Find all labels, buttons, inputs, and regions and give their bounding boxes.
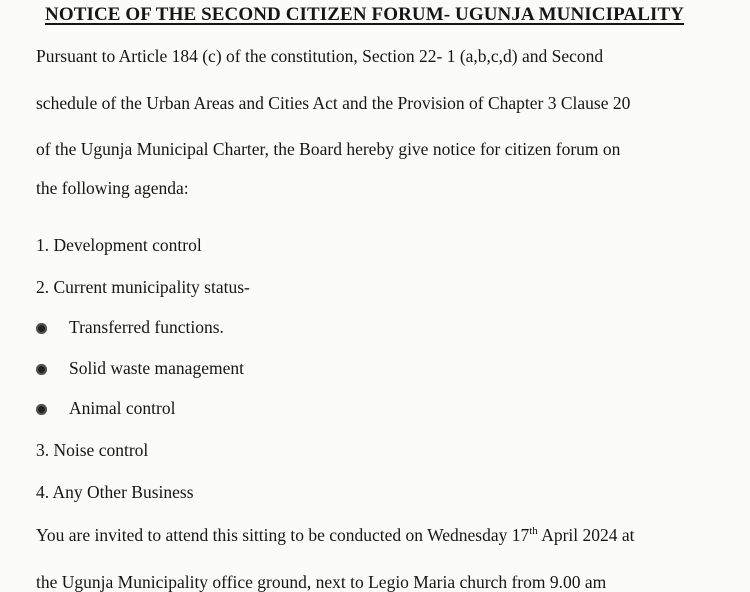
intro-line-4: the following agenda:	[36, 178, 189, 198]
agenda-item-1: 1. Development control	[36, 235, 202, 255]
date-suffix: th	[529, 525, 538, 537]
intro-line-1: Pursuant to Article 184 (c) of the constitution, Section 22- 1 (a,b,c,d) and Second	[36, 46, 604, 66]
agenda-sub-item-label: Transferred functions.	[69, 317, 224, 337]
invitation-line-1	[36, 527, 635, 545]
bullet-icon	[36, 323, 47, 334]
agenda-item-2: 2. Current municipality status-	[36, 277, 250, 297]
bullet-icon	[36, 364, 47, 375]
invitation-text-after: April 2024 at	[537, 525, 635, 545]
intro-line-3: of the Ugunja Municipal Charter, the Board hereby give notice for citizen forum on	[36, 139, 621, 159]
invitation-line-2: the Ugunja Municipality office ground, next to Legio Maria church from 9.00 am	[36, 572, 607, 592]
bullet-icon	[36, 404, 47, 415]
intro-line-2: schedule of the Urban Areas and Cities Act and the Provision of Chapter 3 Clause 20	[36, 93, 631, 113]
notice-title: NOTICE OF THE SECOND CITIZEN FORUM- UGUNJA MUNICIPALITY	[45, 4, 685, 25]
invitation-text-before: You are invited to attend this sitting to be conducted on Wednesday 17	[36, 525, 530, 545]
agenda-item-4: 4. Any Other Business	[36, 482, 194, 502]
agenda-item-3: 3. Noise control	[36, 440, 149, 460]
agenda-sub-item-label: Animal control	[69, 398, 176, 418]
agenda-sub-item-label: Solid waste management	[69, 358, 244, 378]
